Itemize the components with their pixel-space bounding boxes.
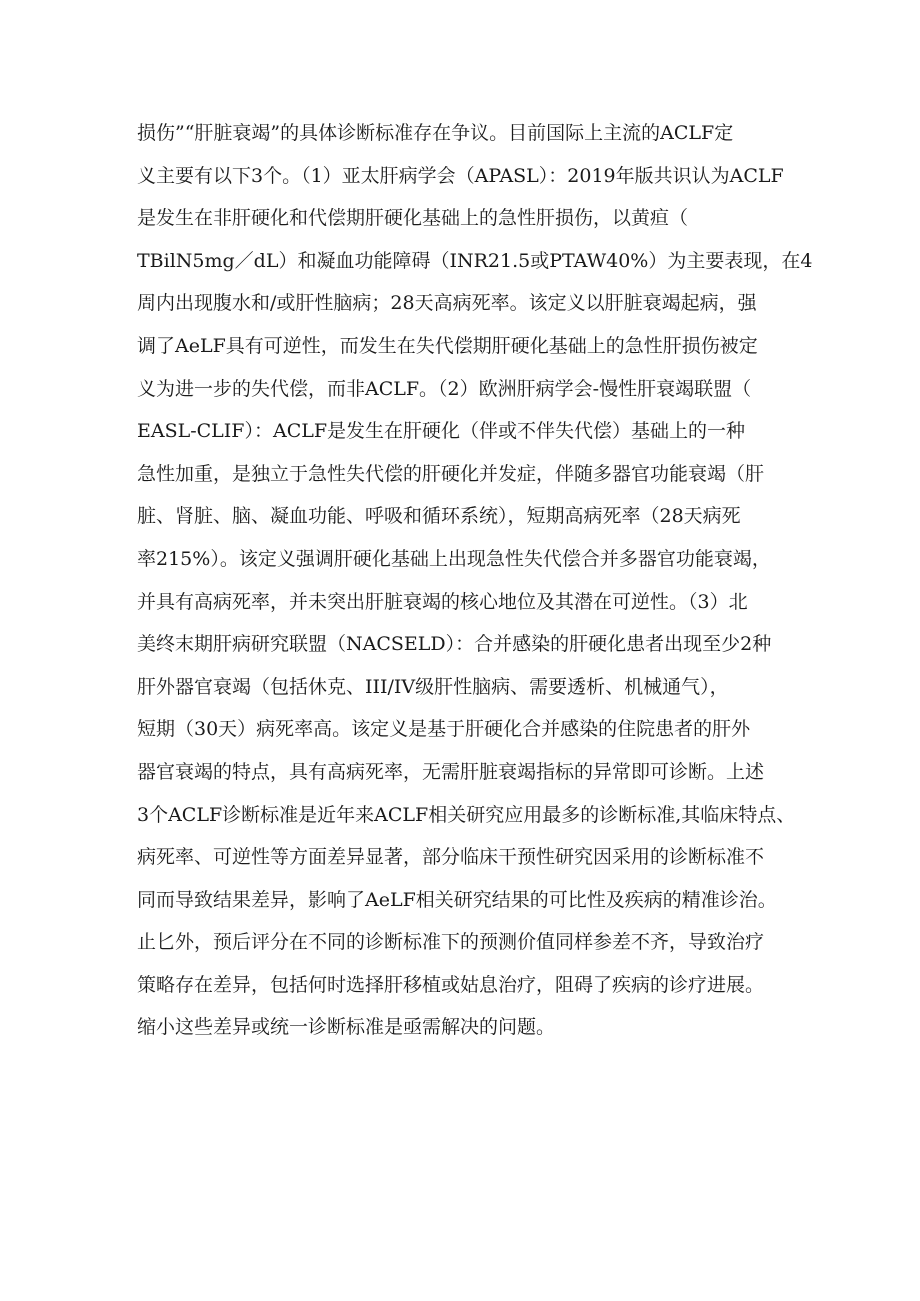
text-line: 止匕外，预后评分在不同的诊断标准下的预测价值同样参差不齐，导致治疗 xyxy=(137,931,765,954)
text-line: 肝外器官衰竭（包括休克、III/IV级肝性脑病、需要透析、机械通气）， xyxy=(137,675,729,698)
text-line: 脏、肾脏、脑、凝血功能、呼吸和循环系统），短期高病死率（28天病死 xyxy=(137,505,741,528)
text-line: EASL-CLIF）：ACLF是发生在肝硬化（伴或不伴失代偿）基础上的一种 xyxy=(137,420,746,443)
text-line: 义主要有以下3个。（1）亚太肝病学会（APASL）：2019年版共识认为ACLF xyxy=(137,164,784,187)
text-line: 义为进一步的失代偿，而非ACLF。（2）欧洲肝病学会-慢性肝衰竭联盟（ xyxy=(137,377,752,400)
text-line: 并具有高病死率，并未突出肝脏衰竭的核心地位及其潜在可逆性。（3）北 xyxy=(137,590,748,613)
text-line: 率215%）。该定义强调肝硬化基础上出现急性失代偿合并多器官功能衰竭， xyxy=(137,547,771,570)
text-line: 同而导致结果差异，影响了AeLF相关研究结果的可比性及疾病的精准诊治。 xyxy=(137,888,777,911)
text-line: 急性加重，是独立于急性失代偿的肝硬化并发症，伴随多器官功能衰竭（肝 xyxy=(137,462,765,485)
text-line: 调了AeLF具有可逆性，而发生在失代偿期肝硬化基础上的急性肝损伤被定 xyxy=(137,334,758,357)
text-line: TBilN5mg／dL）和凝血功能障碍（INR21.5或PTAW40%）为主要表现，在4 xyxy=(137,249,813,272)
text-line: 损伤”“肝脏衰竭”的具体诊断标准存在争议。目前国际上主流的ACLF定 xyxy=(137,122,734,144)
text-line: 周内出现腹水和/或肝性脑病；28天高病死率。该定义以肝脏衰竭起病，强 xyxy=(137,292,757,315)
text-line: 缩小这些差异或统一诊断标准是亟需解决的问题。 xyxy=(137,1016,556,1039)
text-line: 策略存在差异，包括何时选择肝移植或姑息治疗，阻碍了疾病的诊疗进展。 xyxy=(137,973,765,996)
text-line: 器官衰竭的特点，具有高病死率，无需肝脏衰竭指标的异常即可诊断。上述 xyxy=(137,760,765,783)
text-line: 短期（30天）病死率高。该定义是基于肝硬化合并感染的住院患者的肝外 xyxy=(137,718,751,741)
text-line: 3个ACLF诊断标准是近年来ACLF相关研究应用最多的诊断标准,其临床特点、 xyxy=(137,803,796,826)
text-line: 病死率、可逆性等方面差异显著，部分临床干预性研究因采用的诊断标准不 xyxy=(137,846,765,869)
text-line: 美终末期肝病研究联盟（NACSELD）：合并感染的肝硬化患者出现至少2种 xyxy=(137,633,772,656)
text-line: 是发生在非肝硬化和代偿期肝硬化基础上的急性肝损伤，以黄疸（ xyxy=(137,207,689,230)
body-paragraph xyxy=(137,112,817,1049)
